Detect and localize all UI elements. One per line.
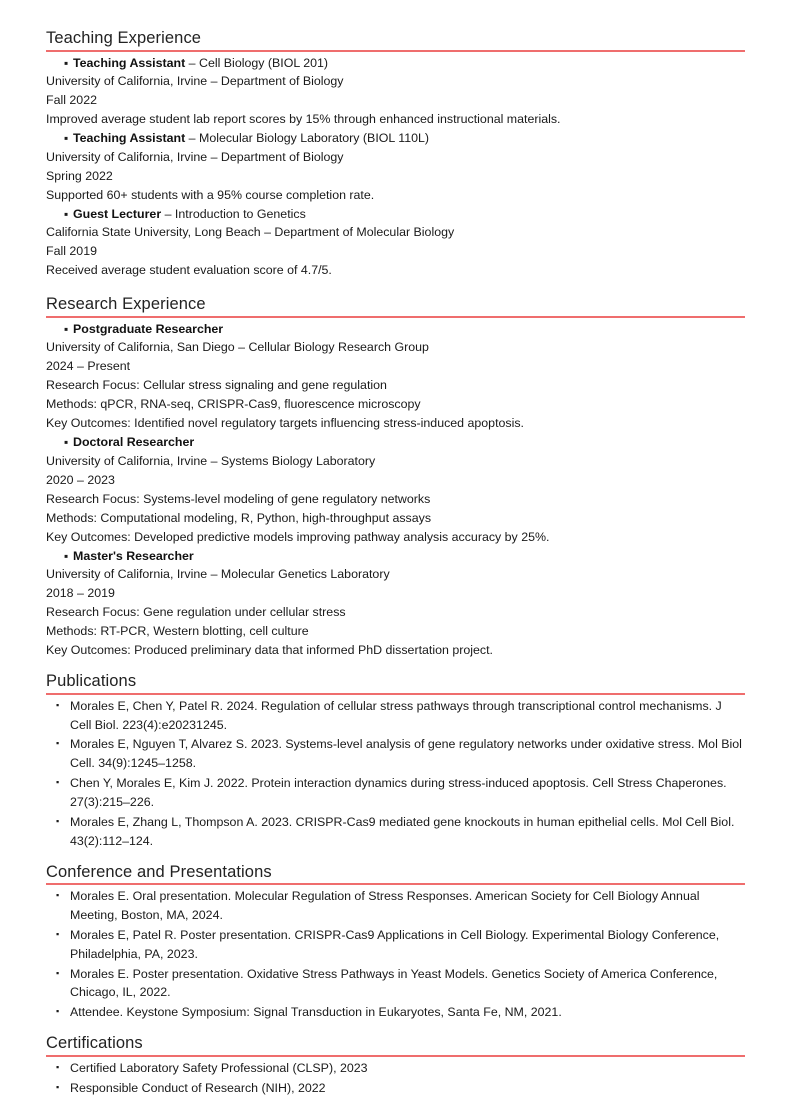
teaching-entry-dates: Fall 2019	[46, 244, 97, 259]
section-teaching-experience	[46, 28, 745, 280]
bullet-icon: ▪	[64, 548, 69, 563]
research-entry-title-row	[46, 320, 745, 339]
publications-list	[46, 697, 745, 851]
spacer	[46, 284, 745, 294]
section-divider-research	[46, 316, 745, 318]
bullet-icon: ▪	[64, 55, 69, 70]
research-entry-dates: 2018 – 2019	[46, 586, 115, 601]
list-item: ▪ Morales E, Nguyen T, Alvarez S. 2023. Systems-level analysis of gene regulatory networks under oxidative stress. Mol Biol Cell. 34(9):1245–1258.	[46, 735, 745, 773]
list-item: ▪ Morales E, Chen Y, Patel R. 2024. Regulation of cellular stress pathways through transcriptional control mechanisms. J Cell Biol. 223(4):e20231245.	[46, 697, 745, 735]
research-entry-dates: 2024 – Present	[46, 359, 131, 374]
bullet-icon: ▪	[64, 131, 69, 146]
teaching-entry-course: – Cell Biology (BIOL 201)	[185, 55, 329, 70]
research-entry-institution: University of California, Irvine – Systems Biology Laboratory	[46, 453, 376, 468]
research-entry-role: Master's Researcher	[73, 548, 194, 563]
teaching-entry-detail: Received average student evaluation score of 4.7/5.	[46, 263, 332, 278]
teaching-entry-dates: Fall 2022	[46, 93, 97, 108]
conferences-list	[46, 887, 745, 1022]
research-entry-role: Doctoral Researcher	[73, 435, 195, 450]
list-item: ▪ Attendee. Keystone Symposium: Signal Transduction in Eukaryotes, Santa Fe, NM, 2021.	[46, 1003, 745, 1022]
research-entry	[46, 320, 745, 433]
teaching-entry-role: Guest Lecturer	[73, 206, 162, 221]
teaching-entry	[46, 129, 745, 205]
section-publications	[46, 671, 745, 850]
section-divider-publications	[46, 693, 745, 695]
section-certifications	[46, 1033, 745, 1097]
research-entry	[46, 433, 745, 546]
teaching-entry-role: Teaching Assistant	[73, 55, 186, 70]
research-entry-title-row	[46, 433, 745, 452]
research-entry-methods: Methods: qPCR, RNA-seq, CRISPR-Cas9, fluorescence microscopy	[46, 397, 421, 412]
section-heading-research: Research Experience	[46, 295, 206, 314]
spacer	[46, 855, 745, 862]
research-entry-institution: University of California, San Diego – Cellular Biology Research Group	[46, 340, 429, 355]
section-research-experience	[46, 294, 745, 660]
research-entry-focus: Research Focus: Gene regulation under cellular stress	[46, 605, 346, 620]
list-item: ▪ Morales E, Patel R. Poster presentation. CRISPR-Cas9 Applications in Cell Biology. Experimental Biology Conference, Philadelphia, PA, 2023.	[46, 926, 745, 964]
spacer	[46, 664, 745, 671]
teaching-entry-role: Teaching Assistant	[73, 131, 186, 146]
research-entry-outcomes: Key Outcomes: Produced preliminary data that informed PhD dissertation project.	[46, 643, 493, 658]
research-entry	[46, 547, 745, 660]
list-item: ▪ Chen Y, Morales E, Kim J. 2022. Protein interaction dynamics during stress-induced apoptosis. Cell Stress Chaperones. 27(3):215–226.	[46, 774, 745, 812]
teaching-entry	[46, 205, 745, 281]
teaching-entry-title-row	[46, 205, 745, 224]
research-entry-role: Postgraduate Researcher	[73, 321, 224, 336]
section-divider-teaching	[46, 50, 745, 52]
section-heading-conferences: Conference and Presentations	[46, 862, 272, 881]
list-item: ▪ Certified Laboratory Safety Professional (CLSP), 2023	[46, 1059, 745, 1078]
teaching-entry-institution: California State University, Long Beach – Department of Molecular Biology	[46, 225, 455, 240]
teaching-entry-course: – Introduction to Genetics	[161, 206, 306, 221]
spacer	[46, 1026, 745, 1033]
teaching-entry-course: – Molecular Biology Laboratory (BIOL 110L)	[185, 131, 430, 146]
list-item: ▪ Morales E. Poster presentation. Oxidative Stress Pathways in Yeast Models. Genetics Society of America Conference, Chicago, IL, 2022.	[46, 965, 745, 1003]
section-heading-certifications: Certifications	[46, 1034, 143, 1053]
section-heading-teaching: Teaching Experience	[46, 29, 202, 47]
research-entry-focus: Research Focus: Systems-level modeling of gene regulatory networks	[46, 491, 431, 506]
research-entry-title-row	[46, 547, 745, 566]
research-entry-outcomes: Key Outcomes: Identified novel regulatory targets influencing stress-induced apoptosis.	[46, 416, 524, 431]
list-item: ▪ Morales E, Zhang L, Thompson A. 2023. CRISPR-Cas9 mediated gene knockouts in human epithelial cells. Mol Cell Biol. 43(2):112–124.	[46, 813, 745, 851]
teaching-entry-detail: Supported 60+ students with a 95% course completion rate.	[46, 187, 375, 202]
certifications-list	[46, 1059, 745, 1097]
list-item: ▪ Morales E. Oral presentation. Molecular Regulation of Stress Responses. American Society for Cell Biology Annual Meeting, Boston, MA, 2024.	[46, 887, 745, 925]
teaching-entry-detail: Improved average student lab report scores by 15% through enhanced instructional materials.	[46, 112, 561, 127]
teaching-entry-title-row	[46, 129, 745, 148]
research-entry-dates: 2020 – 2023	[46, 472, 115, 487]
bullet-icon: ▪	[64, 435, 69, 450]
section-heading-publications: Publications	[46, 672, 137, 691]
research-entry-outcomes: Key Outcomes: Developed predictive models improving pathway analysis accuracy by 25%.	[46, 529, 550, 544]
section-conference-presentations	[46, 862, 745, 1023]
section-divider-certifications	[46, 1055, 745, 1057]
research-entry-methods: Methods: RT-PCR, Western blotting, cell culture	[46, 624, 309, 639]
section-divider-conferences	[46, 883, 745, 885]
bullet-icon: ▪	[64, 321, 69, 336]
teaching-entry	[46, 54, 745, 130]
research-entry-focus: Research Focus: Cellular stress signaling and gene regulation	[46, 378, 387, 393]
list-item: ▪ Responsible Conduct of Research (NIH), 2022	[46, 1079, 745, 1097]
teaching-entry-title-row	[46, 54, 745, 73]
research-entry-institution: University of California, Irvine – Molecular Genetics Laboratory	[46, 567, 390, 582]
teaching-entry-dates: Spring 2022	[46, 168, 113, 183]
research-entry-methods: Methods: Computational modeling, R, Python, high-throughput assays	[46, 510, 432, 525]
bullet-icon: ▪	[64, 206, 69, 221]
teaching-entry-institution: University of California, Irvine – Department of Biology	[46, 74, 344, 89]
teaching-entry-institution: University of California, Irvine – Department of Biology	[46, 149, 344, 164]
